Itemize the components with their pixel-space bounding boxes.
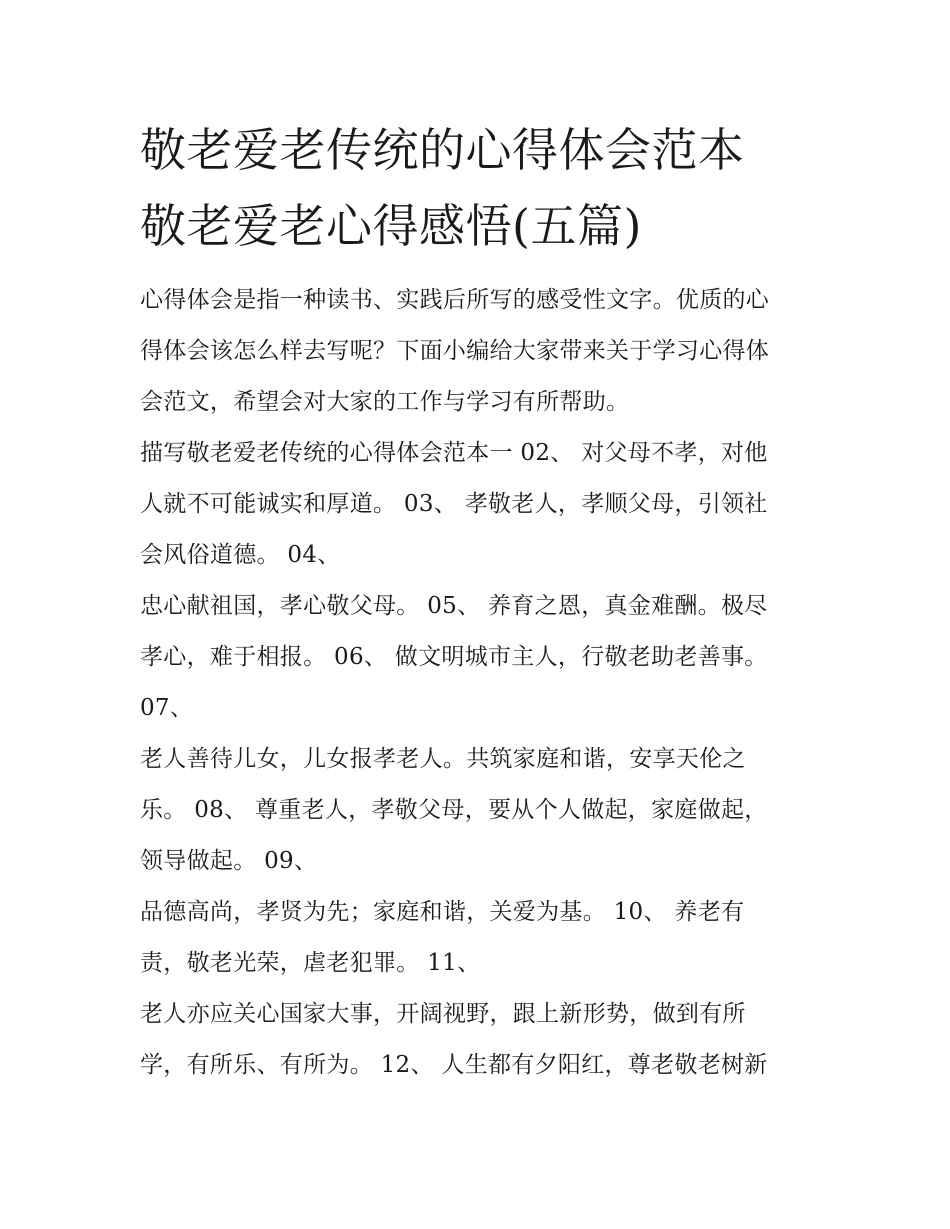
body-line: 忠心献祖国，孝心敬父母。 05、 养育之恩，真金难酬。极尽 bbox=[140, 593, 768, 619]
body-line: 老人善待儿女，儿女报孝老人。共筑家庭和谐，安享天伦之 bbox=[140, 746, 746, 772]
body-line: 责，敬老光荣，虐老犯罪。 11、 bbox=[140, 950, 481, 976]
title-line-2: 敬老爱老心得感悟(五篇) bbox=[140, 199, 642, 253]
body-line: 会风俗道德。 04、 bbox=[140, 542, 341, 568]
body-line: 人就不可能诚实和厚道。 03、 孝敬老人，孝顺父母，引领社 bbox=[140, 491, 768, 517]
body-line: 学，有所乐、有所为。 12、 人生都有夕阳红，尊老敬老树新 bbox=[140, 1052, 768, 1078]
body-line: 老人亦应关心国家大事，开阔视野，跟上新形势，做到有所 bbox=[140, 1001, 746, 1027]
document-title bbox=[140, 112, 830, 264]
body-line: 07、 bbox=[140, 695, 194, 721]
body-line: 得体会该怎么样去写呢？下面小编给大家带来关于学习心得体 bbox=[140, 338, 770, 364]
document-body bbox=[140, 275, 830, 1091]
body-line: 乐。 08、 尊重老人，孝敬父母，要从个人做起，家庭做起， bbox=[140, 797, 768, 823]
body-line: 品德高尚，孝贤为先；家庭和谐，关爱为基。 10、 养老有 bbox=[140, 899, 745, 925]
body-line: 心得体会是指一种读书、实践后所写的感受性文字。优质的心 bbox=[140, 287, 770, 313]
body-line: 描写敬老爱老传统的心得体会范本一 02、 对父母不孝，对他 bbox=[140, 440, 768, 466]
body-line: 领导做起。 09、 bbox=[140, 848, 318, 874]
title-line-1: 敬老爱老传统的心得体会范本 bbox=[140, 123, 745, 177]
body-line: 孝心，难于相报。 06、 做文明城市主人，行敬老助老善事。 bbox=[140, 644, 768, 670]
body-line: 会范文，希望会对大家的工作与学习有所帮助。 bbox=[140, 389, 630, 415]
